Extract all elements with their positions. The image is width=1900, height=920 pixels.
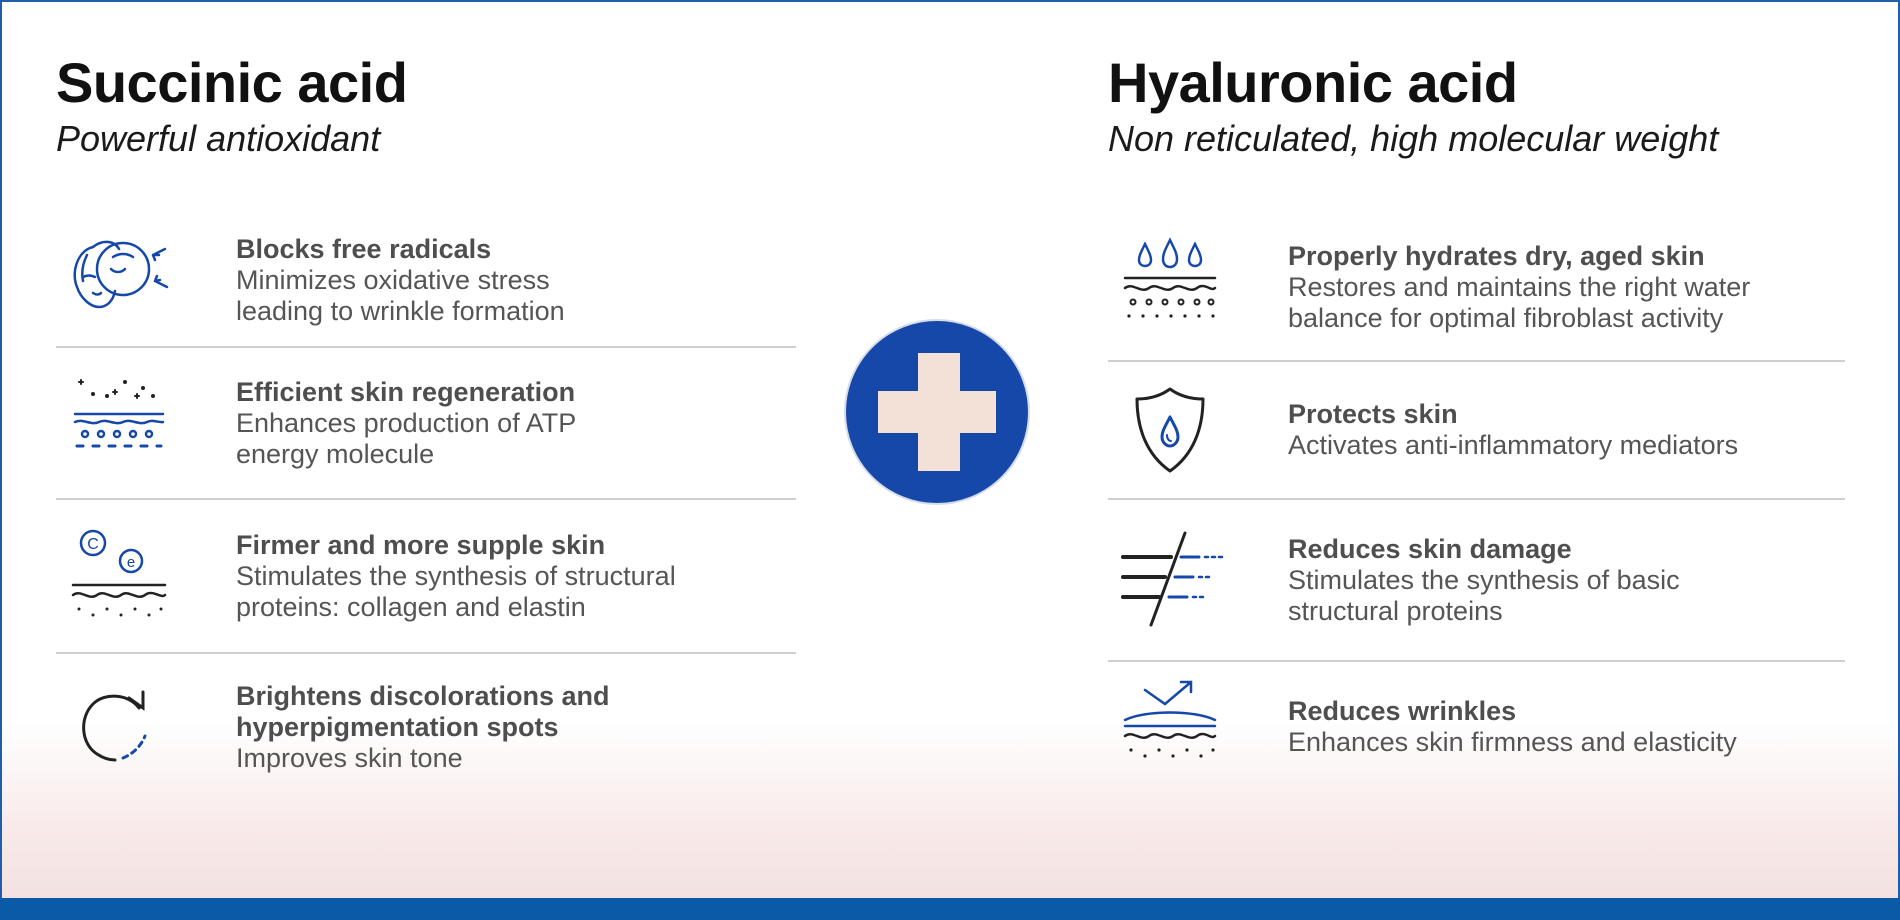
benefit-description: balance for optimal fibroblast activity <box>1288 302 1724 333</box>
brightening-cycle-icon <box>56 672 180 782</box>
succinic-acid-subtitle: Powerful antioxidant <box>56 118 381 159</box>
benefit-title: Reduces wrinkles <box>1288 696 1517 726</box>
benefit-description: Improves skin tone <box>236 742 463 773</box>
plus-icon <box>844 319 1030 505</box>
benefit-description: proteins: collagen and elastin <box>236 591 586 622</box>
benefit-row <box>56 214 796 348</box>
collagen-elastin-icon <box>56 521 180 631</box>
benefit-title: Protects skin <box>1288 399 1458 429</box>
benefit-row <box>1108 662 1845 792</box>
benefit-row <box>56 500 796 654</box>
water-drops-skin-icon <box>1108 232 1232 342</box>
benefit-title: hyperpigmentation spots <box>236 711 559 742</box>
benefit-title: Brightens discolorations and <box>236 680 610 711</box>
footer-bar <box>0 898 1900 920</box>
benefit-description: Stimulates the synthesis of basic <box>1288 564 1680 595</box>
shield-drop-icon <box>1108 375 1232 485</box>
benefit-description: Restores and maintains the right water <box>1288 271 1751 302</box>
svg-text:C: C <box>87 536 99 553</box>
benefit-description: Enhances production of ATP <box>236 407 577 438</box>
face-antioxidant-icon <box>56 225 180 335</box>
benefit-description: Activates anti-inflammatory mediators <box>1288 430 1739 460</box>
benefit-row <box>1108 500 1845 662</box>
benefit-title: Reduces skin damage <box>1288 533 1572 564</box>
hyaluronic-acid-subtitle: Non reticulated, high molecular weight <box>1108 118 1719 159</box>
benefit-title: Blocks free radicals <box>236 233 492 264</box>
benefit-description: Enhances skin firmness and elasticity <box>1288 727 1737 757</box>
benefit-title: Firmer and more supple skin <box>236 529 606 560</box>
benefit-row <box>56 348 796 500</box>
hyaluronic-acid-title: Hyaluronic acid <box>1108 51 1518 114</box>
wrinkle-lift-icon <box>1108 672 1232 782</box>
benefit-row <box>1108 362 1845 500</box>
benefit-row <box>56 654 796 800</box>
benefit-row <box>1108 214 1845 362</box>
svg-text:e: e <box>126 554 136 571</box>
benefit-description: energy molecule <box>236 438 435 469</box>
skin-layers-repair-icon <box>1108 525 1232 635</box>
skin-regeneration-icon <box>56 368 180 478</box>
benefit-description: Stimulates the synthesis of structural <box>236 560 676 591</box>
benefit-description: structural proteins <box>1288 595 1503 626</box>
benefit-title: Efficient skin regeneration <box>236 376 576 407</box>
benefit-description: leading to wrinkle formation <box>236 295 565 326</box>
benefit-description: Minimizes oxidative stress <box>236 264 550 295</box>
succinic-acid-title: Succinic acid <box>56 51 408 114</box>
benefit-title: Properly hydrates dry, aged skin <box>1288 240 1705 271</box>
